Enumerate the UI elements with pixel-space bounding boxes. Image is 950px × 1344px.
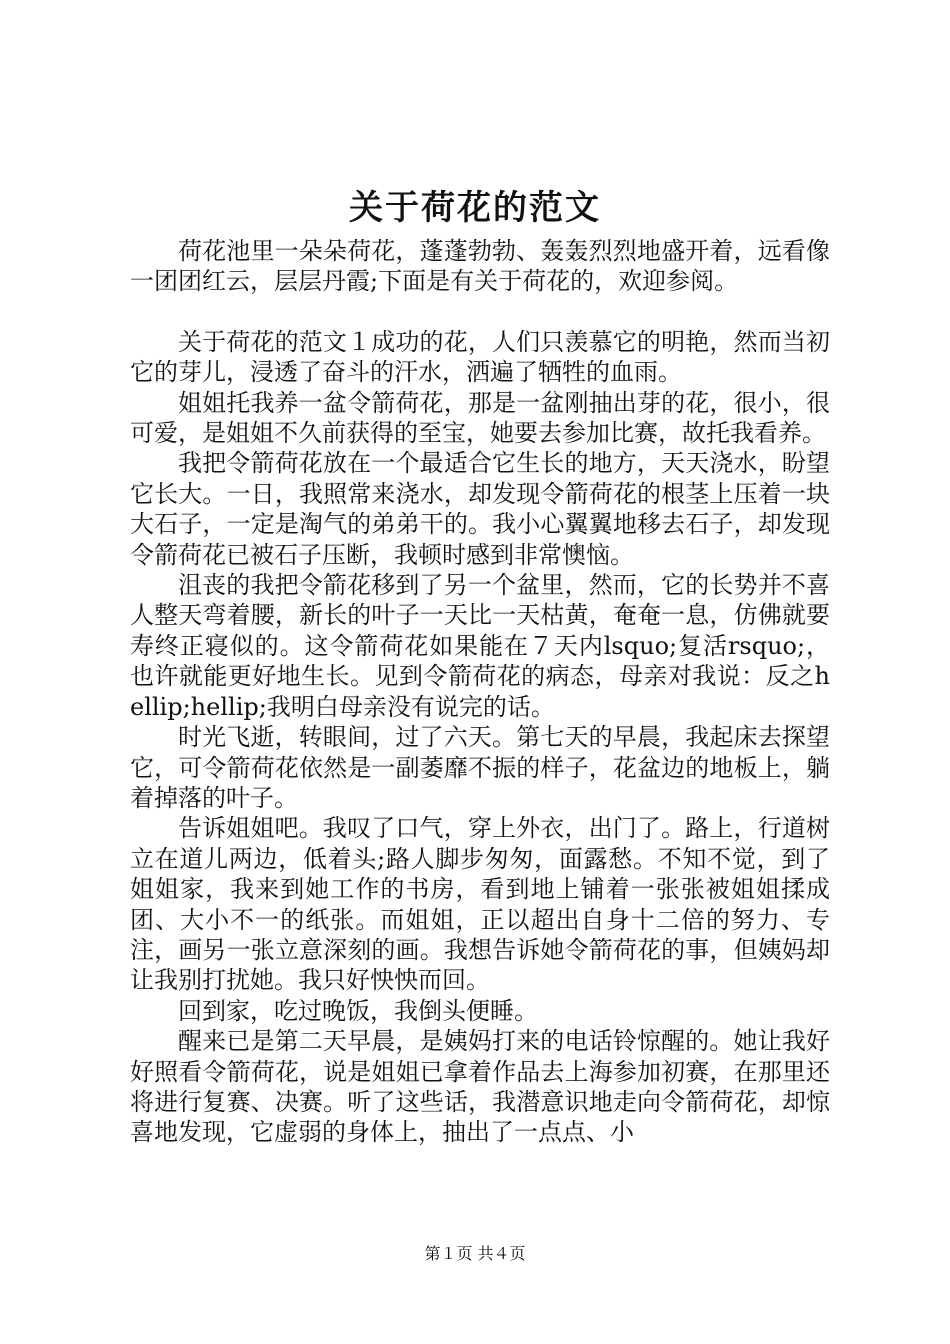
paragraph: 告诉姐姐吧。我叹了口气，穿上外衣，出门了。路上，行道树立在道儿两边，低着头;路人脚步匆匆，面露愁。不知不觉，到了姐姐家，我来到她工作的书房，看到地上铺着一张张被姐姐揉成团、大小不一的纸张。而姐姐，正以超出自身十二倍的努力、专注，画另一张立意深刻的画。我想告诉她令箭荷花的事，但姨妈却让我别打扰她。我只好怏怏而回。 xyxy=(130,814,830,995)
paragraph: 沮丧的我把令箭花移到了另一个盆里，然而，它的长势并不喜人整天弯着腰，新长的叶子一天比一天枯黄，奄奄一息，仿佛就要寿终正寝似的。这令箭荷花如果能在７天内lsquo;复活rsquo;，也许就能更好地生长。见到令箭荷花的病态，母亲对我说：反之hellip;hellip;我明白母亲没有说完的话。 xyxy=(130,571,830,721)
paragraph: 时光飞逝，转眼间，过了六天。第七天的早晨，我起床去探望它，可令箭荷花依然是一副萎靡不振的样子，花盆边的地板上，躺着掉落的叶子。 xyxy=(130,723,830,812)
paragraph: 醒来已是第二天早晨，是姨妈打来的电话铃惊醒的。她让我好好照看令箭荷花，说是姐姐已拿着作品去上海参加初赛，在那里还将进行复赛、决赛。听了这些话，我潜意识地走向令箭荷花，却惊喜地发现，它虚弱的身体上，抽出了一点点、小 xyxy=(130,1027,830,1147)
paragraph-spacer xyxy=(130,297,830,327)
paragraph: 我把令箭荷花放在一个最适合它生长的地方，天天浇水，盼望它长大。一日，我照常来浇水，却发现令箭荷花的根茎上压着一块大石子，一定是淘气的弟弟干的。我小心翼翼地移去石子，却发现令箭荷花已被石子压断，我顿时感到非常懊恼。 xyxy=(130,449,830,569)
document-body xyxy=(130,236,830,1148)
page-number-footer: 第１页 共４页 xyxy=(424,1244,526,1263)
document-title: 关于荷花的范文 xyxy=(349,188,601,228)
paragraph: 回到家，吃过晚饭，我倒头便睡。 xyxy=(178,996,538,1025)
paragraph: 关于荷花的范文１成功的花，人们只羡慕它的明艳，然而当初它的芽儿，浸透了奋斗的汗水，洒遍了牺牲的血雨。 xyxy=(130,327,830,387)
paragraph: 姐姐托我养一盆令箭荷花，那是一盆刚抽出芽的花，很小，很可爱，是姐姐不久前获得的至宝，她要去参加比赛，故托我看养。 xyxy=(130,388,830,448)
intro-paragraph: 荷花池里一朵朵荷花，蓬蓬勃勃、轰轰烈烈地盛开着，远看像一团团红云，层层丹霞;下面是有关于荷花的，欢迎参阅。 xyxy=(130,237,830,296)
